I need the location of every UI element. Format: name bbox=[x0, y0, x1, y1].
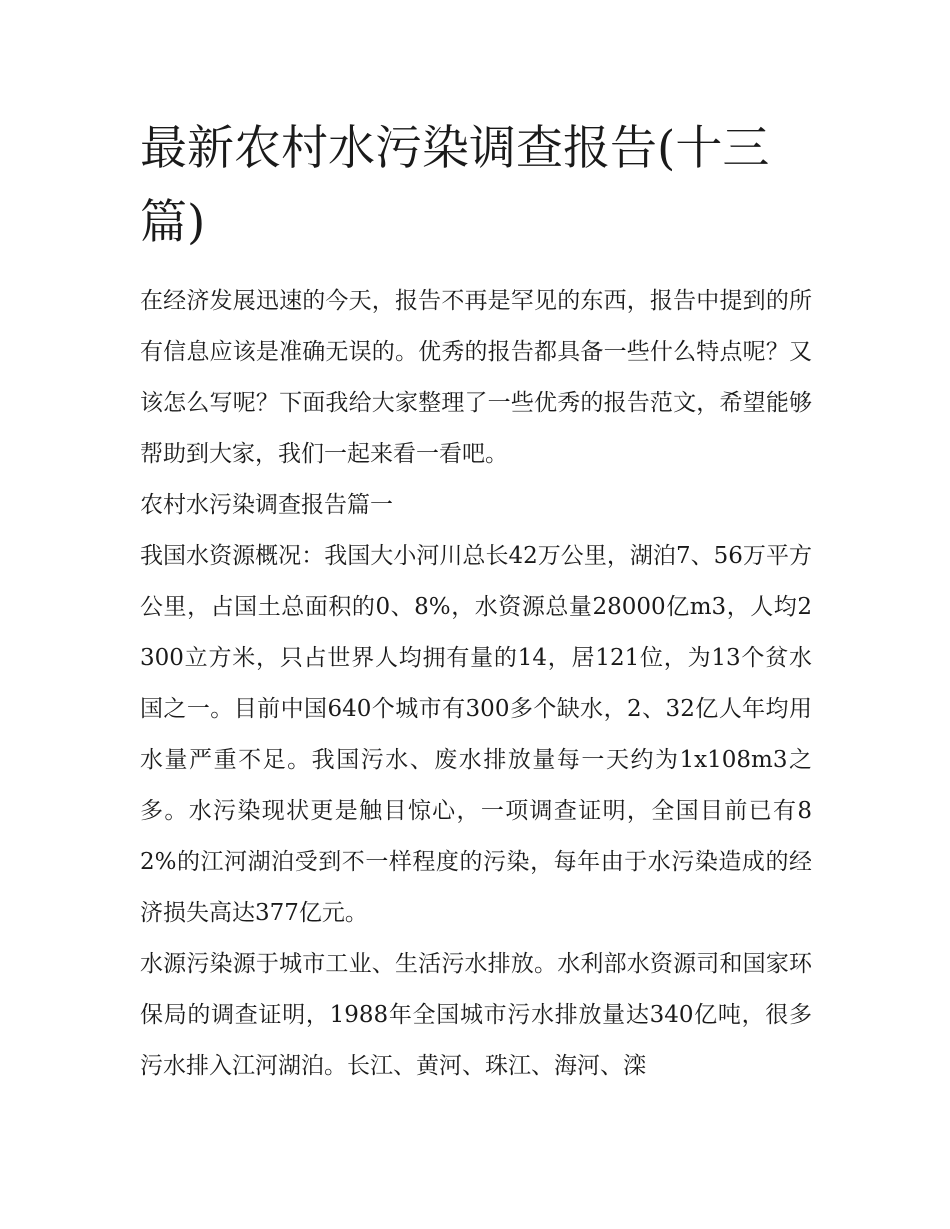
document-body bbox=[140, 112, 812, 1092]
section-heading: 农村水污染调查报告篇一 bbox=[140, 492, 393, 518]
intro-paragraph: 在经济发展迅速的今天，报告不再是罕见的东西，报告中提到的所有信息应该是准确无误的。优秀的报告都具备一些什么特点呢？又该怎么写呢？下面我给大家整理了一些优秀的报告范文，希望能够帮助到大家，我们一起来看一看吧。 bbox=[140, 288, 812, 467]
body-paragraph-2: 水源污染源于城市工业、生活污水排放。水利部水资源司和国家环保局的调查证明，1988年全国城市污水排放量达340亿吨，很多污水排入江河湖泊。长江、黄河、珠江、海河、滦 bbox=[140, 951, 812, 1079]
body-paragraph-1: 我国水资源概况：我国大小河川总长42万公里，湖泊7、56万平方公里，占国土总面积的0、8%，水资源总量28000亿m3，人均2300立方米，只占世界人均拥有量的14，居121位，为13个贫水国之一。目前中国640个城市有300多个缺水，2、32亿人年均用水量严重不足。我国污水、废水排放量每一天约为1x108m3之多。水污染现状更是触目惊心，一项调查证明，全国目前已有82%的江河湖泊受到不一样程度的污染，每年由于水污染造成的经济损失高达377亿元。 bbox=[140, 543, 812, 926]
document-title: 最新农村水污染调查报告(十三篇) bbox=[140, 121, 770, 250]
